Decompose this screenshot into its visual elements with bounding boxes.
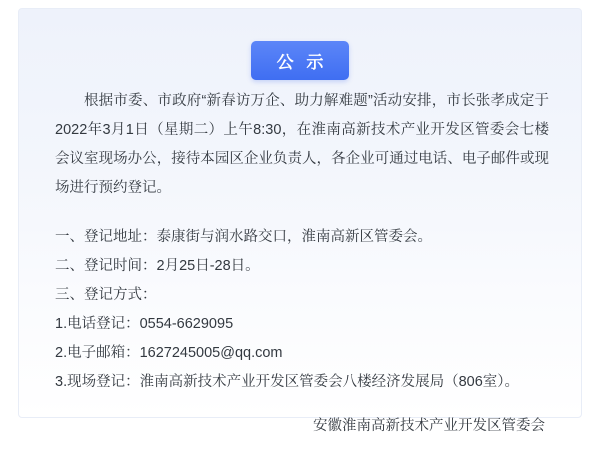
notice-body [55, 87, 549, 454]
registration-time-line: 二、登记时间：2月25日-28日。 [55, 258, 260, 274]
notice-card [18, 8, 582, 434]
page-title: 公 示 [251, 41, 350, 80]
registration-onsite-line: 3.现场登记：淮南高新技术产业开发区管委会八楼经济发展局（806室）。 [55, 374, 520, 390]
registration-email-line: 2.电子邮箱：1627245005@qq.com [55, 345, 283, 361]
notice-title-container [19, 41, 581, 80]
registration-address-line: 一、登记地址：泰康街与润水路交口，淮南高新区管委会。 [55, 229, 432, 245]
paragraph-spacer [55, 203, 549, 223]
registration-method-heading: 三、登记方式： [55, 287, 157, 303]
notice-signature: 安徽淮南高新技术产业开发区管委会 [313, 418, 545, 434]
notice-paragraph: 根据市委、市政府“新春访万企、助力解难题”活动安排，市长张孝成定于2022年3月1日（星期二）上午8:30，在淮南高新技术产业开发区管委会七楼会议室现场办公，接待本园区企业负责人，各企业可通过电话、电子邮件或现场进行预约登记。 [55, 93, 549, 196]
registration-phone-line: 1.电话登记：0554-6629095 [55, 316, 234, 332]
